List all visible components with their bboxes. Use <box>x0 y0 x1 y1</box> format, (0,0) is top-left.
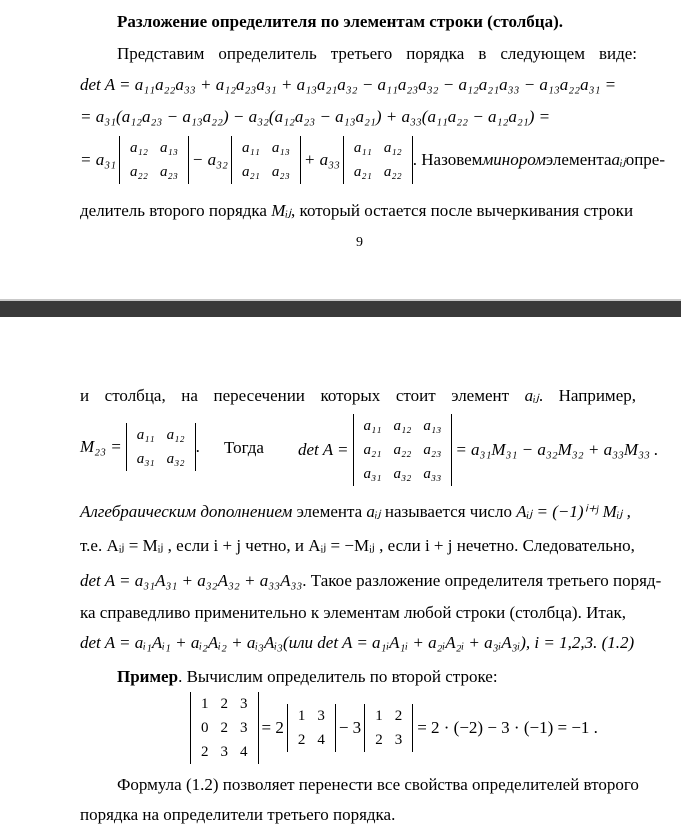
cell: a₂₃ <box>159 164 178 180</box>
p2-l1-b: . Например, <box>538 386 636 405</box>
cell: a₁₂ <box>166 427 185 443</box>
cell: a₃₁ <box>136 451 155 467</box>
alg-b: элемента <box>292 502 367 521</box>
eq3-op1: − a₃₂ <box>191 150 228 169</box>
cell: a₁₁ <box>136 427 155 443</box>
page1-last-line <box>80 201 633 221</box>
determinant-m23 <box>126 423 196 471</box>
cell: a₁₂ <box>393 418 412 434</box>
alg-aij: aᵢⱼ <box>366 502 381 521</box>
cell: 1 <box>297 708 306 724</box>
det3-result: = a₃₁M₃₁ − a₃₂M₃₂ + a₃₃M₃₃ . <box>455 440 659 459</box>
section-heading: Разложение определителя по элементам строки (столбца). <box>117 12 564 31</box>
cell: 4 <box>317 732 325 748</box>
m23-dot: . <box>195 437 200 456</box>
cell: 2 <box>297 732 306 748</box>
determinant-minor-32 <box>231 136 301 184</box>
p2-l1-aij: aᵢⱼ <box>524 386 539 405</box>
cell: a₂₂ <box>130 164 148 180</box>
example-label: Пример <box>117 667 179 686</box>
te-line: т.е. Aᵢⱼ = Mᵢⱼ , если i + j четно, и Aᵢⱼ = −Mᵢⱼ , если i + j нечетно. Следовательно, <box>80 536 635 555</box>
example-minor-b <box>364 704 413 752</box>
cell: 0 <box>201 720 209 736</box>
alg-formula: Aᵢⱼ = (−1)ⁱ⁺ʲ Mᵢⱼ , <box>516 502 631 521</box>
eq3-op2: + a₃₃ <box>303 150 340 169</box>
alg-term: Алгебраическим дополнением <box>80 502 293 521</box>
cell: a₃₂ <box>166 451 185 467</box>
expansion-text: . Такое разложение определителя третьего поряд- <box>302 571 662 590</box>
eq3-aij: aᵢⱼ <box>611 150 626 169</box>
p2-l1-a: и столбца, на пересечении которых стоит элемент <box>80 386 525 405</box>
final-line-1: Формула (1.2) позволяет перенести все свойства определителей второго <box>117 775 639 794</box>
equation-expansion: det A = a₁₁a₂₂a₃₃ + a₁₂a₂₃a₃₁ + a₁₃a₂₁a₃₂ − a₁₁a₂₃a₃₂ − a₁₂a₂₁a₃₃ − a₁₃a₂₂a₃₁ = <box>80 75 617 94</box>
eq3-text-c: опре- <box>625 150 666 169</box>
cell: a₁₃ <box>271 140 290 156</box>
cell: 2 <box>375 732 383 748</box>
cell: a₁₁ <box>241 140 260 156</box>
page-number: 9 <box>356 235 363 250</box>
cell: a₃₁ <box>363 466 382 482</box>
expansion-line <box>80 571 661 591</box>
cell: 1 <box>201 696 209 712</box>
p2-line1 <box>80 386 636 406</box>
alg-complement-line <box>80 502 631 522</box>
cell: a₁₂ <box>383 140 402 156</box>
cell: a₂₃ <box>271 164 290 180</box>
m23-label: M₂₃ = <box>80 437 122 456</box>
formula-1-2: det A = aᵢ₁Aᵢ₁ + aᵢ₂Aᵢ₂ + aᵢ₃Aᵢ₃(или det A = a₁ᵢA₁ᵢ + a₂ᵢA₂ᵢ + a₃ᵢA₃ᵢ), i = 1,2,3. (1.2) <box>80 633 635 652</box>
cell: 2 <box>394 708 403 724</box>
determinant-minor-33 <box>343 136 413 184</box>
cell: a₂₃ <box>423 442 442 458</box>
cell: 3 <box>394 732 403 748</box>
equation-minors-line <box>80 134 665 186</box>
cell: 3 <box>220 744 228 760</box>
example-computation <box>190 690 598 766</box>
cell: a₁₁ <box>363 418 382 434</box>
last-line-b: , который остается после вычеркивания строки <box>291 201 634 220</box>
intro-line: Представим определитель третьего порядка в следующем виде: <box>117 44 637 63</box>
cell: 4 <box>240 744 248 760</box>
example-line <box>117 667 498 687</box>
cell: a₂₁ <box>241 164 260 180</box>
cell: 2 <box>220 720 228 736</box>
equation-grouped: = a₃₁(a₁₂a₂₃ − a₁₃a₂₂) − a₃₂(a₁₂a₂₃ − a₁₃a₂₁) + a₃₃(a₁₁a₂₂ − a₁₂a₂₁) = <box>80 107 551 126</box>
cell: a₁₃ <box>423 418 442 434</box>
detA-label: det A = <box>298 440 349 459</box>
last-line-a: делитель второго порядка <box>80 201 272 220</box>
eq3-prefix: = a₃₁ <box>80 150 117 169</box>
cell: a₂₂ <box>383 164 402 180</box>
m23-line <box>80 422 200 472</box>
cell: a₁₁ <box>353 140 372 156</box>
final-line-2: порядка на определители третьего порядка. <box>80 805 396 824</box>
determinant-3x3 <box>353 414 453 486</box>
cell: 2 <box>201 744 209 760</box>
eq3-text-b: элемента <box>545 150 612 169</box>
page-divider <box>0 301 681 317</box>
example-eq: = 2 <box>261 718 284 737</box>
cell: a₂₁ <box>353 164 372 180</box>
cell: 2 <box>220 696 228 712</box>
cell: a₁₂ <box>130 140 148 156</box>
expansion-formula: det A = a₃₁A₃₁ + a₃₂A₃₂ + a₃₃A₃₃ <box>80 571 303 590</box>
line-ka: ка справедливо применительно к элементам любой строки (столбца). Итак, <box>80 603 627 622</box>
cell: 3 <box>240 720 248 736</box>
cell: a₂₂ <box>393 442 412 458</box>
determinant-minor-31 <box>119 136 189 184</box>
cell: a₃₂ <box>393 466 412 482</box>
alg-c: называется число <box>380 502 517 521</box>
example-determinant-3x3 <box>190 692 259 764</box>
cell: a₂₁ <box>363 442 382 458</box>
last-line-M: Mᵢⱼ <box>271 201 292 220</box>
det3-line <box>298 412 658 488</box>
example-result: = 2 · (−2) − 3 · (−1) = −1 . <box>417 718 598 737</box>
example-text: . Вычислим определитель по второй строке: <box>178 667 498 686</box>
cell: 1 <box>375 708 383 724</box>
cell: 3 <box>240 696 248 712</box>
cell: 3 <box>317 708 325 724</box>
example-minor-a <box>287 704 336 752</box>
eq3-minor-term: минором <box>482 150 546 169</box>
cell: a₃₃ <box>423 466 442 482</box>
cell: a₁₃ <box>159 140 178 156</box>
example-minus3: − 3 <box>338 718 362 737</box>
togda-word: Тогда <box>224 438 264 457</box>
eq3-text-a: . Назовем <box>412 150 483 169</box>
